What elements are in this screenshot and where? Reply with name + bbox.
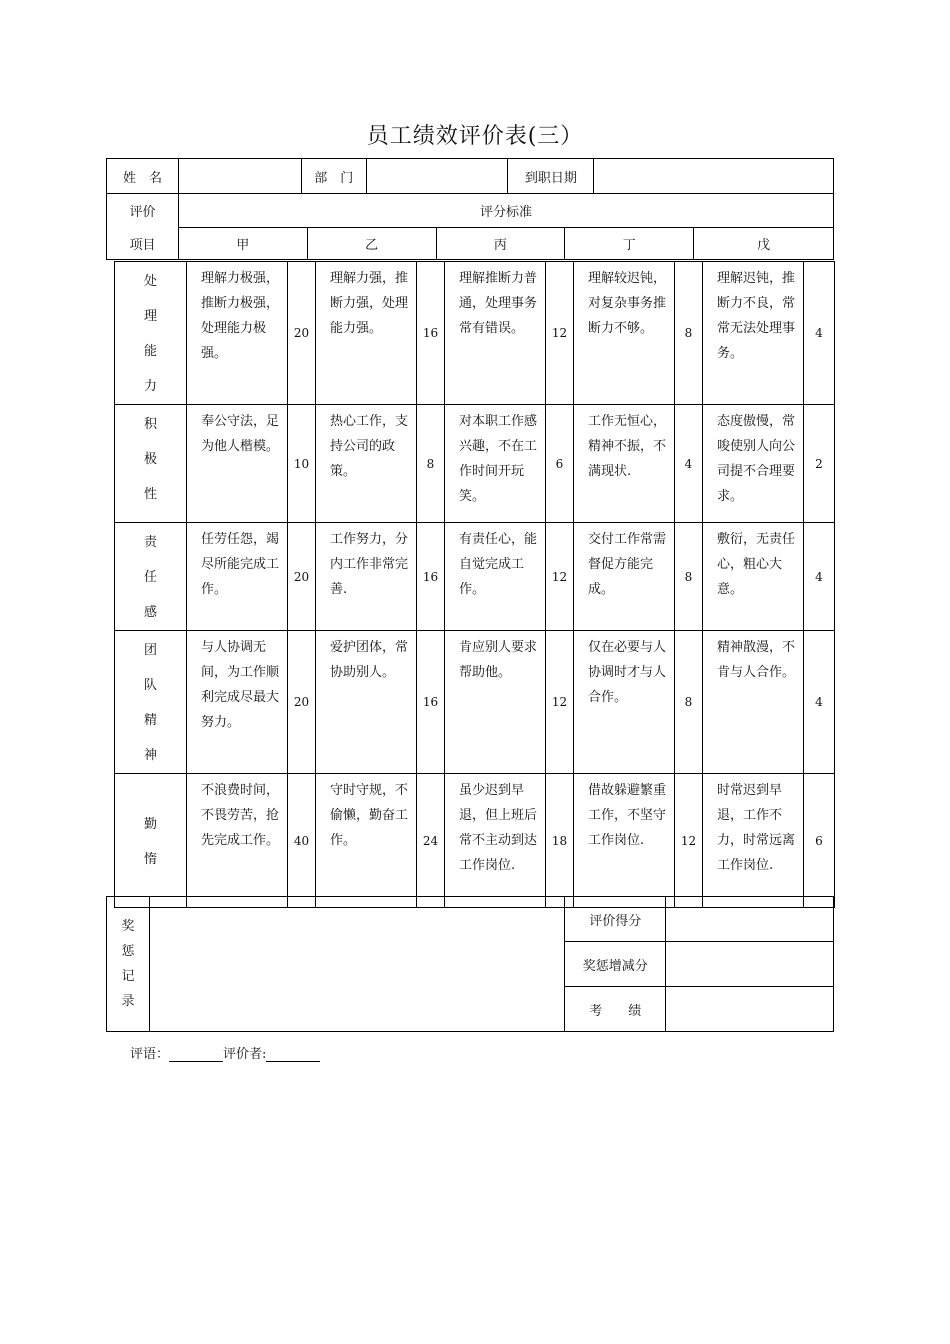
standard-label: 评分标准 <box>178 194 833 228</box>
footer <box>130 1043 320 1062</box>
grade-description: 理解较迟钝，对复杂事务推断力不够。 <box>574 262 675 405</box>
category-char: 感 <box>143 605 157 620</box>
criteria-category <box>115 262 187 405</box>
criteria-category <box>115 774 187 908</box>
record-label-char: 录 <box>121 994 135 1009</box>
grade-score: 4 <box>675 405 703 523</box>
grade-score: 8 <box>417 405 445 523</box>
grade-c: 丙 <box>436 228 565 260</box>
grade-description: 交付工作常需督促方能完成。 <box>574 523 675 631</box>
category-char: 团 <box>143 643 157 658</box>
record-label-char: 惩 <box>121 944 135 959</box>
grade-description: 敷衍，无责任心，粗心大意。 <box>703 523 804 631</box>
record-field[interactable] <box>149 897 564 1032</box>
category-char: 理 <box>143 309 157 324</box>
adjust-label: 奖惩增减分 <box>565 942 666 987</box>
grade-score: 20 <box>288 631 316 774</box>
dept-label: 部 门 <box>301 159 366 194</box>
grade-description: 守时守规，不偷懒，勤奋工作。 <box>316 774 417 908</box>
grade-description: 借故躲避繁重工作，不坚守工作岗位. <box>574 774 675 908</box>
grade-score: 6 <box>804 774 835 908</box>
grade-score: 8 <box>675 523 703 631</box>
grade-description: 虽少迟到早退，但上班后常不主动到达工作岗位. <box>445 774 546 908</box>
grade-score: 20 <box>288 523 316 631</box>
comment-field[interactable] <box>169 1048 223 1062</box>
grade-score: 20 <box>288 262 316 405</box>
grade-description: 肯应别人要求帮助他。 <box>445 631 546 774</box>
item-label-bottom: 项目 <box>107 228 179 260</box>
result-field[interactable] <box>666 987 834 1032</box>
grade-description: 理解力极强，推断力极强，处理能力极强。 <box>187 262 288 405</box>
score-label: 评价得分 <box>565 897 666 942</box>
grade-score: 40 <box>288 774 316 908</box>
grade-description: 理解推断力普通，处理事务常有错误。 <box>445 262 546 405</box>
grade-score: 10 <box>288 405 316 523</box>
grade-description: 仅在必要与人协调时才与人合作。 <box>574 631 675 774</box>
grade-description: 工作努力，分内工作非常完善. <box>316 523 417 631</box>
evaluator-field[interactable] <box>266 1048 320 1062</box>
dept-field[interactable] <box>366 159 508 194</box>
name-label: 姓 名 <box>107 159 179 194</box>
grade-score: 18 <box>546 774 574 908</box>
grade-score: 8 <box>675 262 703 405</box>
record-label-char: 奖 <box>121 919 135 934</box>
criteria-category <box>115 405 187 523</box>
grade-score: 12 <box>675 774 703 908</box>
grade-description: 奉公守法，足为他人楷模。 <box>187 405 288 523</box>
category-char: 责 <box>143 535 157 550</box>
grade-score: 6 <box>546 405 574 523</box>
grade-e: 戊 <box>694 228 834 260</box>
score-field[interactable] <box>666 897 834 942</box>
category-char: 神 <box>143 748 157 763</box>
category-char: 精 <box>143 713 157 728</box>
record-label <box>107 897 150 1032</box>
criteria-row <box>115 262 835 405</box>
record-label-char: 记 <box>121 969 135 984</box>
evaluator-label: 评价者: <box>223 1047 267 1062</box>
grade-description: 理解力强，推断力强，处理能力强。 <box>316 262 417 405</box>
name-field[interactable] <box>178 159 301 194</box>
grade-score: 16 <box>417 523 445 631</box>
category-char: 处 <box>143 274 157 289</box>
grade-description: 态度傲慢，常唆使别人向公司提不合理要求。 <box>703 405 804 523</box>
criteria-category <box>115 631 187 774</box>
category-char: 惰 <box>143 851 157 867</box>
grade-score: 4 <box>804 262 835 405</box>
grade-score: 12 <box>546 631 574 774</box>
grade-description: 有责任心，能自觉完成工作。 <box>445 523 546 631</box>
grade-score: 12 <box>546 523 574 631</box>
criteria-row <box>115 523 835 631</box>
grade-a: 甲 <box>178 228 307 260</box>
category-char: 能 <box>143 344 157 359</box>
comment-label: 评语： <box>130 1047 170 1062</box>
date-label: 到职日期 <box>508 159 594 194</box>
grade-description: 爱护团体，常协助别人。 <box>316 631 417 774</box>
criteria-table <box>114 261 835 908</box>
item-label-top: 评价 <box>107 194 179 228</box>
adjust-field[interactable] <box>666 942 834 987</box>
grade-header-table <box>106 193 834 260</box>
grade-description: 时常迟到早退，工作不力，时常远离工作岗位. <box>703 774 804 908</box>
date-field[interactable] <box>594 159 834 194</box>
category-char: 力 <box>143 379 157 394</box>
grade-description: 理解迟钝，推断力不良，常常无法处理事务。 <box>703 262 804 405</box>
grade-description: 不浪费时间，不畏劳苦，抢先完成工作。 <box>187 774 288 908</box>
category-char: 任 <box>143 570 157 585</box>
criteria-row <box>115 405 835 523</box>
criteria-row <box>115 631 835 774</box>
grade-d: 丁 <box>565 228 694 260</box>
grade-score: 8 <box>675 631 703 774</box>
category-char: 积 <box>143 417 157 432</box>
category-char: 勤 <box>143 816 157 832</box>
grade-score: 4 <box>804 631 835 774</box>
grade-score: 24 <box>417 774 445 908</box>
grade-score: 12 <box>546 262 574 405</box>
grade-score: 2 <box>804 405 835 523</box>
criteria-category <box>115 523 187 631</box>
grade-score: 4 <box>804 523 835 631</box>
category-char: 性 <box>143 487 157 502</box>
grade-description: 任劳任怨，竭尽所能完成工作。 <box>187 523 288 631</box>
grade-score: 16 <box>417 631 445 774</box>
criteria-row <box>115 774 835 908</box>
grade-description: 热心工作，支持公司的政策。 <box>316 405 417 523</box>
grade-description: 精神散漫，不肯与人合作。 <box>703 631 804 774</box>
header-table <box>106 158 834 194</box>
grade-score: 16 <box>417 262 445 405</box>
grade-description: 与人协调无间，为工作顺利完成尽最大努力。 <box>187 631 288 774</box>
summary-table <box>106 896 834 1032</box>
grade-b: 乙 <box>307 228 436 260</box>
grade-description: 工作无恒心，精神不振，不满现状. <box>574 405 675 523</box>
result-label: 考 绩 <box>565 987 666 1032</box>
grade-description: 对本职工作感兴趣，不在工作时间开玩笑。 <box>445 405 546 523</box>
page-title: 员工绩效评价表(三） <box>366 124 584 149</box>
category-char: 极 <box>143 452 157 467</box>
category-char: 队 <box>143 678 157 693</box>
